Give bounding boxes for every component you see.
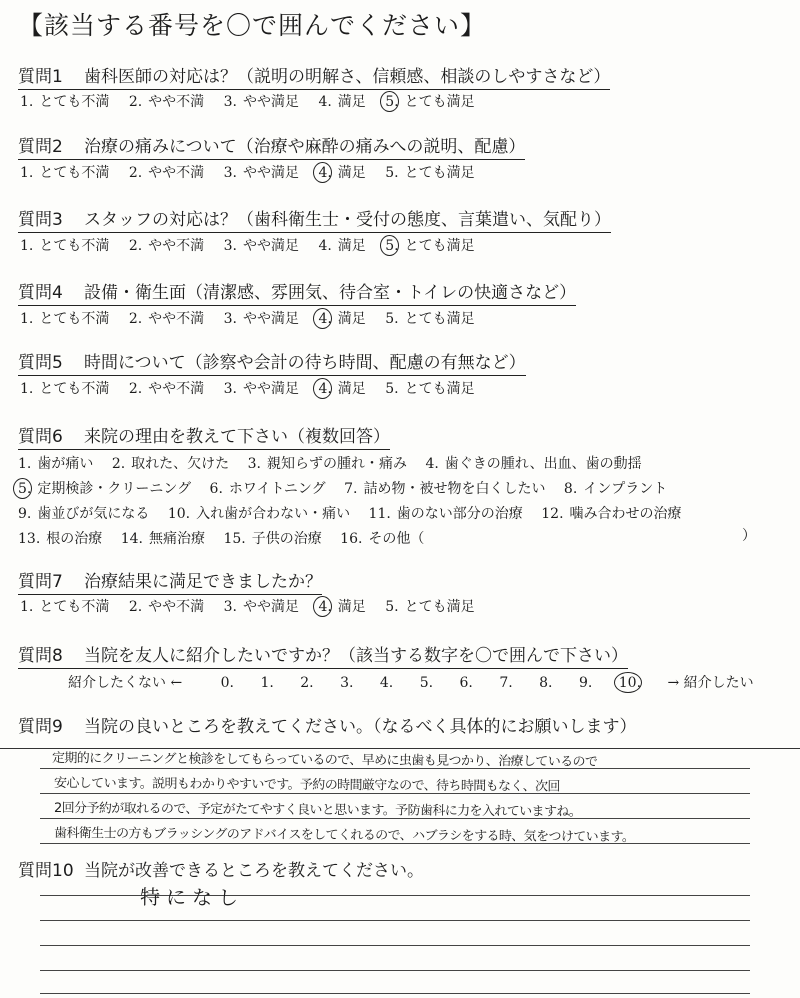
q5-option-1[interactable]: 1. とても不満 bbox=[20, 381, 110, 397]
q8-scale-7[interactable]: 7. bbox=[499, 675, 513, 691]
q10-answer-line-5 bbox=[40, 993, 750, 994]
q3-option-2[interactable]: 2. やや不満 bbox=[128, 238, 205, 254]
q9-separator bbox=[0, 748, 800, 749]
q6-option-4[interactable]: 4. 歯ぐきの腫れ、出血、歯の動揺 bbox=[425, 456, 642, 472]
q3-option-1[interactable]: 1. とても不満 bbox=[20, 238, 110, 254]
q2-option-5[interactable]: 5. とても満足 bbox=[385, 165, 475, 181]
q3-text: スタッフの対応は？（歯科衛生士・受付の態度、言葉遣い、気配り） bbox=[84, 210, 611, 230]
q2-title bbox=[18, 136, 525, 160]
q8-scale-10-selected[interactable]: 10. bbox=[618, 675, 642, 691]
q8-scale-6[interactable]: 6. bbox=[459, 675, 473, 691]
q3-title bbox=[18, 209, 611, 233]
q8-title bbox=[18, 645, 628, 669]
q4-option-5[interactable]: 5. とても満足 bbox=[385, 311, 475, 327]
q2-text: 治療の痛みについて（治療や麻酔の痛みへの説明、配慮） bbox=[84, 137, 526, 157]
q7-text: 治療結果に満足できましたか？ bbox=[84, 572, 322, 592]
q5-text: 時間について（診察や会計の待ち時間、配慮の有無など） bbox=[84, 353, 526, 373]
q8-scale-4[interactable]: 4. bbox=[379, 675, 394, 691]
q7-option-5[interactable]: 5. とても満足 bbox=[385, 599, 475, 615]
q4-number: 質問4 bbox=[18, 283, 63, 303]
q1-option-5-selected[interactable]: 5. とても満足 bbox=[385, 94, 475, 110]
q9-title bbox=[18, 716, 637, 739]
q1-text: 歯科医師の対応は？（説明の明解さ、信頼感、相談のしやすさなど） bbox=[84, 67, 611, 87]
q8-scale-0[interactable]: 0. bbox=[220, 675, 234, 691]
q6-option-8[interactable]: 8. インプラント bbox=[563, 481, 668, 497]
q3-option-5-selected[interactable]: 5. とても満足 bbox=[385, 238, 475, 254]
q2-option-3[interactable]: 3. やや満足 bbox=[223, 165, 299, 181]
q6-row-4 bbox=[18, 529, 696, 554]
q6-option-13[interactable]: 13. 根の治療 bbox=[18, 531, 103, 547]
q8-scale-9[interactable]: 9. bbox=[578, 675, 593, 691]
q8-scale bbox=[68, 673, 764, 693]
q9-answer-text-1[interactable]: 定期的にクリーニングと検診をしてもらっているので、早めに虫歯も見つかり、治療しているので bbox=[51, 751, 598, 770]
q6-option-3[interactable]: 3. 親知らずの腫れ・痛み bbox=[247, 456, 407, 472]
q10-answer-line-3 bbox=[40, 945, 750, 946]
q6-option-6[interactable]: 6. ホワイトニング bbox=[209, 481, 326, 497]
q10-answer-line-2 bbox=[40, 920, 750, 921]
q7-option-1[interactable]: 1. とても不満 bbox=[20, 599, 110, 615]
q6-row-2 bbox=[18, 479, 696, 504]
q6-row-1 bbox=[18, 454, 696, 479]
q2-option-2[interactable]: 2. やや不満 bbox=[128, 165, 205, 181]
q6-text: 来院の理由を教えて下さい（複数回答） bbox=[84, 427, 390, 447]
q6-option-11[interactable]: 11. 歯のない部分の治療 bbox=[368, 506, 523, 522]
q6-option-15[interactable]: 15. 子供の治療 bbox=[223, 531, 322, 547]
q6-option-7[interactable]: 7. 詰め物・被せ物を白くしたい bbox=[344, 481, 546, 497]
q10-number: 質問10 bbox=[18, 861, 74, 881]
q4-option-4-selected[interactable]: 4. 満足 bbox=[318, 311, 366, 327]
q6-option-1[interactable]: 1. 歯が痛い bbox=[18, 456, 94, 472]
q6-option-10[interactable]: 10. 入れ歯が合わない・痛い bbox=[167, 506, 351, 522]
q6-options bbox=[18, 454, 696, 554]
q2-option-1[interactable]: 1. とても不満 bbox=[20, 165, 110, 181]
q5-options bbox=[20, 379, 490, 399]
q6-option-14[interactable]: 14. 無痛治療 bbox=[120, 531, 205, 547]
q8-number: 質問8 bbox=[18, 646, 63, 666]
q3-option-3[interactable]: 3. やや満足 bbox=[223, 238, 299, 254]
q2-options bbox=[20, 163, 490, 183]
form-header: 【該当する番号を〇で囲んでください】 bbox=[18, 11, 487, 40]
q4-option-2[interactable]: 2. やや不満 bbox=[128, 311, 205, 327]
q6-other-close-paren: ） bbox=[742, 528, 756, 544]
q8-scale-5[interactable]: 5. bbox=[419, 675, 434, 691]
q1-option-1[interactable]: 1. とても不満 bbox=[20, 94, 110, 110]
q1-options bbox=[20, 92, 490, 112]
q3-option-4[interactable]: 4. 満足 bbox=[318, 238, 366, 254]
q5-option-4-selected[interactable]: 4. 満足 bbox=[318, 381, 366, 397]
q10-answer-line-4 bbox=[40, 970, 750, 971]
q9-text: 当院の良いところを教えてください。（なるべく具体的にお願いします） bbox=[84, 717, 637, 737]
q1-option-3[interactable]: 3. やや満足 bbox=[223, 94, 299, 110]
q7-number: 質問7 bbox=[18, 572, 63, 592]
q5-title bbox=[18, 352, 526, 376]
q6-number: 質問6 bbox=[18, 427, 63, 447]
q8-text: 当院を友人に紹介したいですか？（該当する数字を〇で囲んで下さい） bbox=[84, 646, 628, 666]
q8-right-label: → 紹介したい bbox=[667, 675, 754, 691]
q1-number: 質問1 bbox=[18, 67, 63, 87]
q6-row-3 bbox=[18, 504, 696, 529]
q8-left-label: 紹介したくない ← bbox=[68, 675, 183, 691]
q2-number: 質問2 bbox=[18, 137, 63, 157]
q7-option-3[interactable]: 3. やや満足 bbox=[223, 599, 299, 615]
q9-answer-text-4[interactable]: 歯科衛生士の方もブラッシングのアドバイスをしてくれるので、ハブラシをする時、気をつけています。 bbox=[53, 826, 635, 846]
q10-title bbox=[18, 860, 424, 883]
q5-option-5[interactable]: 5. とても満足 bbox=[385, 381, 475, 397]
q9-answer-text-3[interactable]: 2回分予約が取れるので、予定がたてやすく良いと思います。予防歯科に力を入れていますね。 bbox=[53, 801, 582, 820]
q6-option-2[interactable]: 2. 取れた、欠けた bbox=[111, 456, 230, 472]
q4-option-1[interactable]: 1. とても不満 bbox=[20, 311, 110, 327]
q9-answer-text-2[interactable]: 安心しています。説明もわかりやすいです。予約の時間厳守なので、待ち時間もなく、次回 bbox=[53, 776, 560, 795]
q8-scale-1[interactable]: 1. bbox=[260, 675, 274, 691]
q1-option-2[interactable]: 2. やや不満 bbox=[128, 94, 205, 110]
q7-option-4-selected[interactable]: 4. 満足 bbox=[318, 599, 366, 615]
q2-option-4-selected[interactable]: 4. 満足 bbox=[318, 165, 366, 181]
q5-option-2[interactable]: 2. やや不満 bbox=[128, 381, 205, 397]
q1-title bbox=[18, 66, 610, 90]
q7-option-2[interactable]: 2. やや不満 bbox=[128, 599, 205, 615]
q6-option-5-selected[interactable]: 5. 定期検診・クリーニング bbox=[18, 481, 192, 497]
q10-text: 当院が改善できるところを教えてください。 bbox=[84, 861, 424, 881]
q10-answer-text[interactable]: 特になし bbox=[139, 885, 245, 910]
q3-options bbox=[20, 236, 490, 256]
q1-option-4[interactable]: 4. 満足 bbox=[318, 94, 366, 110]
q7-options bbox=[20, 597, 490, 617]
q9-number: 質問9 bbox=[18, 717, 63, 737]
q5-option-3[interactable]: 3. やや満足 bbox=[223, 381, 299, 397]
q4-title bbox=[18, 282, 576, 306]
q5-number: 質問5 bbox=[18, 353, 63, 373]
q4-text: 設備・衛生面（清潔感、雰囲気、待合室・トイレの快適さなど） bbox=[84, 283, 577, 303]
q6-option-9[interactable]: 9. 歯並びが気になる bbox=[18, 506, 150, 522]
q8-scale-8[interactable]: 8. bbox=[539, 675, 553, 691]
q6-option-12[interactable]: 12. 噛み合わせの治療 bbox=[541, 506, 682, 522]
q3-number: 質問3 bbox=[18, 210, 63, 230]
q4-options bbox=[20, 309, 490, 329]
q8-scale-3[interactable]: 3. bbox=[340, 675, 354, 691]
q6-title bbox=[18, 426, 390, 450]
q7-title bbox=[18, 571, 322, 595]
q4-option-3[interactable]: 3. やや満足 bbox=[223, 311, 299, 327]
q6-option-16-other[interactable]: 16. その他（ bbox=[340, 531, 425, 547]
q8-scale-2[interactable]: 2. bbox=[300, 675, 314, 691]
